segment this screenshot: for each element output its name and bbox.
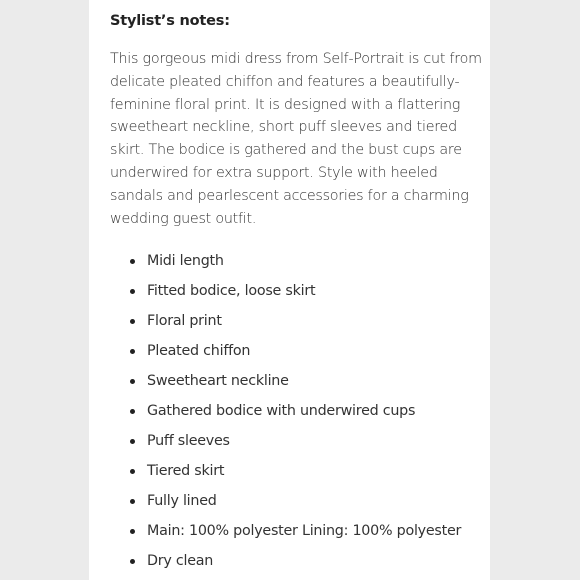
feature-text: Main: 100% polyester Lining: 100% polyester (147, 523, 462, 540)
feature-text: Fully lined (147, 493, 217, 510)
feature-text: Midi length (147, 253, 224, 270)
bullet-icon (130, 289, 135, 294)
feature-item-fabric (110, 336, 490, 366)
feature-item-composition (110, 516, 490, 546)
stylist-notes-heading: Stylist’s notes: (110, 13, 230, 29)
feature-text: Sweetheart neckline (147, 373, 289, 390)
product-description: This gorgeous midi dress from Self-Portrait is cut from delicate pleated chiffon and features a beautifully-feminine floral print. It is designed with a flattering sweetheart neckline, short puff sleeves and tiered skirt. The bodice is gathered and the bust cups are underwired for extra support. Style with heeled sandals and pearlescent accessories for a charming wedding guest outfit. (110, 51, 482, 227)
feature-text: Fitted bodice, loose skirt (147, 283, 316, 300)
bullet-icon (130, 409, 135, 414)
feature-item-care (110, 546, 490, 576)
feature-text: Gathered bodice with underwired cups (147, 403, 416, 420)
bullet-icon (130, 349, 135, 354)
feature-item-skirt (110, 456, 490, 486)
feature-text: Pleated chiffon (147, 343, 251, 360)
feature-item-bodice (110, 396, 490, 426)
feature-item-sleeves (110, 426, 490, 456)
bullet-icon (130, 379, 135, 384)
bullet-icon (130, 529, 135, 534)
stylist-notes-panel (89, 0, 490, 580)
feature-text: Tiered skirt (147, 463, 225, 480)
bullet-icon (130, 469, 135, 474)
feature-list (110, 246, 490, 576)
bullet-icon (130, 499, 135, 504)
feature-item-midi-length (110, 246, 490, 276)
feature-item-lining (110, 486, 490, 516)
feature-item-neckline (110, 366, 490, 396)
feature-text: Floral print (147, 313, 222, 330)
bullet-icon (130, 319, 135, 324)
feature-item-print (110, 306, 490, 336)
feature-item-fit (110, 276, 490, 306)
bullet-icon (130, 259, 135, 264)
feature-text: Dry clean (147, 553, 214, 570)
bullet-icon (130, 559, 135, 564)
bullet-icon (130, 439, 135, 444)
feature-text: Puff sleeves (147, 433, 230, 450)
